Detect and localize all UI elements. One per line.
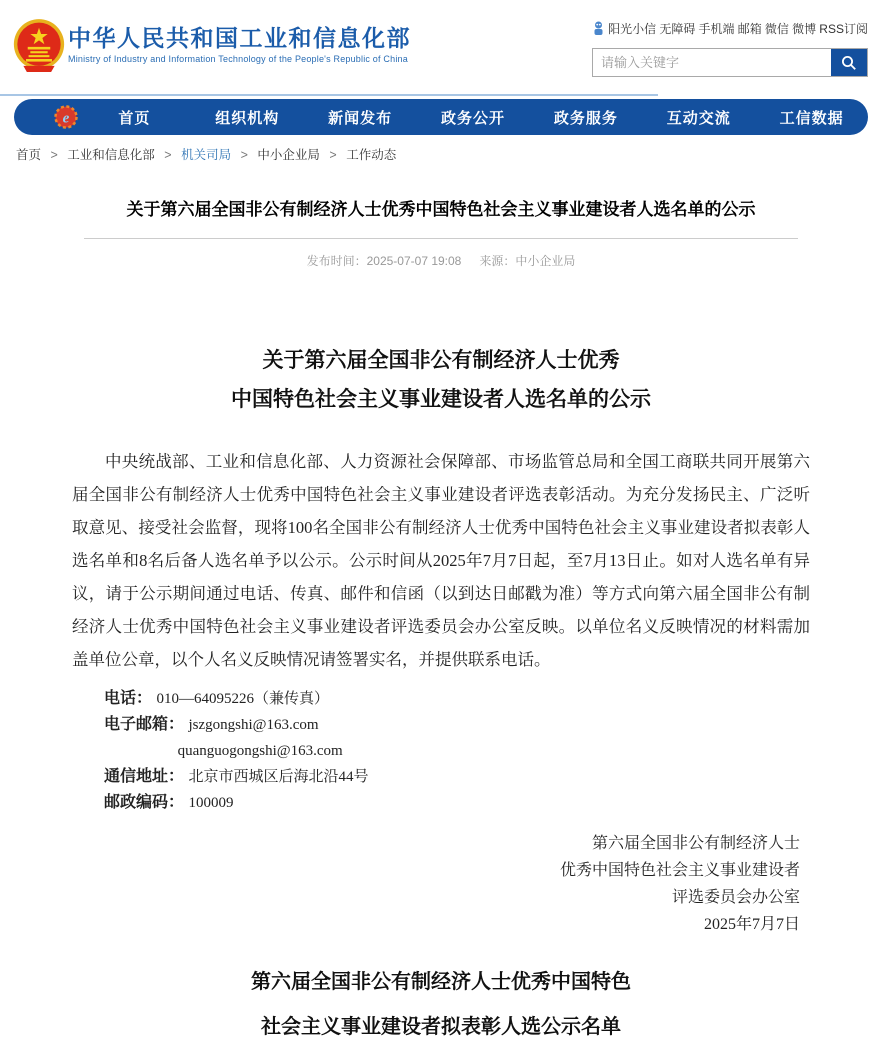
search-box (592, 48, 868, 77)
breadcrumb-work-updates[interactable]: 工作动态 (346, 148, 397, 162)
contact-address: 通信地址： 北京市西城区后海北沿44号 (104, 768, 369, 785)
search-icon (841, 55, 857, 71)
nav-item-interaction[interactable]: 互动交流 (666, 109, 731, 127)
signature-line-1: 第六届全国非公有制经济人士 (591, 835, 800, 852)
publish-time-label: 发布时间： (306, 254, 367, 268)
contact-info (72, 686, 810, 816)
article-meta (0, 252, 882, 269)
quick-link-wechat[interactable]: 微信 (764, 22, 789, 36)
breadcrumb-home[interactable]: 首页 (16, 148, 42, 162)
quick-link-accessibility[interactable]: 无障碍 (659, 22, 696, 36)
signature-line-3: 评选委员会办公室 (671, 889, 800, 906)
quick-link-rss[interactable]: RSS订阅 (819, 22, 868, 36)
breadcrumb-sme-bureau[interactable]: 中小企业局 (257, 148, 320, 162)
contact-phone: 电话： 010—64095226（兼传真） (104, 690, 329, 707)
quick-link-mail[interactable]: 邮箱 (737, 22, 762, 36)
quick-links (592, 20, 868, 37)
breadcrumb-separator: > (240, 148, 248, 162)
header-divider (0, 94, 658, 96)
signature-block (0, 830, 800, 938)
breadcrumb-separator: > (50, 148, 58, 162)
mascot-icon (592, 21, 605, 36)
nav-item-gov-disclosure[interactable]: 政务公开 (441, 109, 506, 127)
contact-email-2: quanguogongshi@163.com (177, 743, 343, 759)
publish-time-value: 2025-07-07 19:08 (366, 254, 462, 268)
nav-item-organization[interactable]: 组织机构 (215, 109, 280, 127)
site-header (0, 0, 882, 96)
document-heading-line1: 关于第六届全国非公有制经济人士优秀 (262, 349, 620, 372)
nav-item-industry-data[interactable]: 工信数据 (779, 109, 844, 127)
nav-item-news[interactable]: 新闻发布 (328, 109, 393, 127)
breadcrumb-separator: > (164, 148, 172, 162)
signature-date: 2025年7月7日 (703, 916, 800, 933)
quick-link-sunshine-xiaoxin[interactable]: 阳光小信 (608, 22, 657, 36)
main-nav (14, 99, 868, 135)
ministry-title-en: Ministry of Industry and Information Technology of the People's Republic of China (68, 54, 408, 64)
nav-item-home[interactable]: 首页 (118, 109, 151, 127)
national-emblem-icon (13, 17, 65, 75)
document-heading (0, 341, 882, 419)
source-label: 来源： (479, 254, 516, 268)
search-input[interactable] (593, 49, 831, 76)
list-heading-line2: 社会主义事业建设者拟表彰人选公示名单 (261, 1016, 621, 1038)
miit-logo-icon (54, 105, 78, 129)
header-right (592, 20, 868, 77)
quick-link-mobile[interactable]: 手机端 (698, 22, 735, 36)
contact-email-1: 电子邮箱： jszgongshi@163.com (104, 716, 319, 733)
breadcrumb (0, 135, 882, 169)
article (0, 198, 882, 1050)
title-divider (84, 238, 798, 239)
signature-line-2: 优秀中国特色社会主义事业建设者 (559, 862, 800, 879)
list-heading (0, 960, 882, 1050)
page-title: 关于第六届全国非公有制经济人士优秀中国特色社会主义事业建设者人选名单的公示 (126, 200, 756, 219)
quick-link-weibo[interactable]: 微博 (792, 22, 817, 36)
body-paragraph: 中央统战部、工业和信息化部、人力资源社会保障部、市场监管总局和全国工商联共同开展第六届全国非公有制经济人士优秀中国特色社会主义事业建设者评选表彰活动。为充分发扬民主、广泛听取意见、接受社会监督，现将100名全国非公有制经济人士优秀中国特色社会主义事业建设者拟表彰人选名单和8名后备人选名单予以公示。公示时间从2025年7月7日起，至7月13日止。如对人选名单有异议，请于公示期间通过电话、传真、邮件和信函（以到达日邮戳为准）等方式向第六届全国非公有制经济人士优秀中国特色社会主义事业建设者评选委员会办公室反映。以单位名义反映情况的材料需加盖单位公章，以个人名义反映情况请签署实名，并提供联系电话。 (72, 452, 810, 669)
document-heading-line2: 中国特色社会主义事业建设者人选名单的公示 (231, 388, 651, 411)
list-heading-line1: 第六届全国非公有制经济人士优秀中国特色 (251, 971, 631, 993)
contact-postcode: 邮政编码： 100009 (104, 794, 234, 811)
ministry-title-cn: 中华人民共和国工业和信息化部 (68, 25, 411, 51)
breadcrumb-departments[interactable]: 机关司局 (181, 148, 232, 162)
svg-text:e: e (62, 110, 70, 127)
breadcrumb-separator: > (329, 148, 337, 162)
source-value: 中小企业局 (515, 254, 576, 268)
search-button[interactable] (831, 49, 867, 76)
nav-item-gov-services[interactable]: 政务服务 (553, 109, 618, 127)
breadcrumb-miit[interactable]: 工业和信息化部 (67, 148, 155, 162)
brand-text (68, 25, 411, 64)
